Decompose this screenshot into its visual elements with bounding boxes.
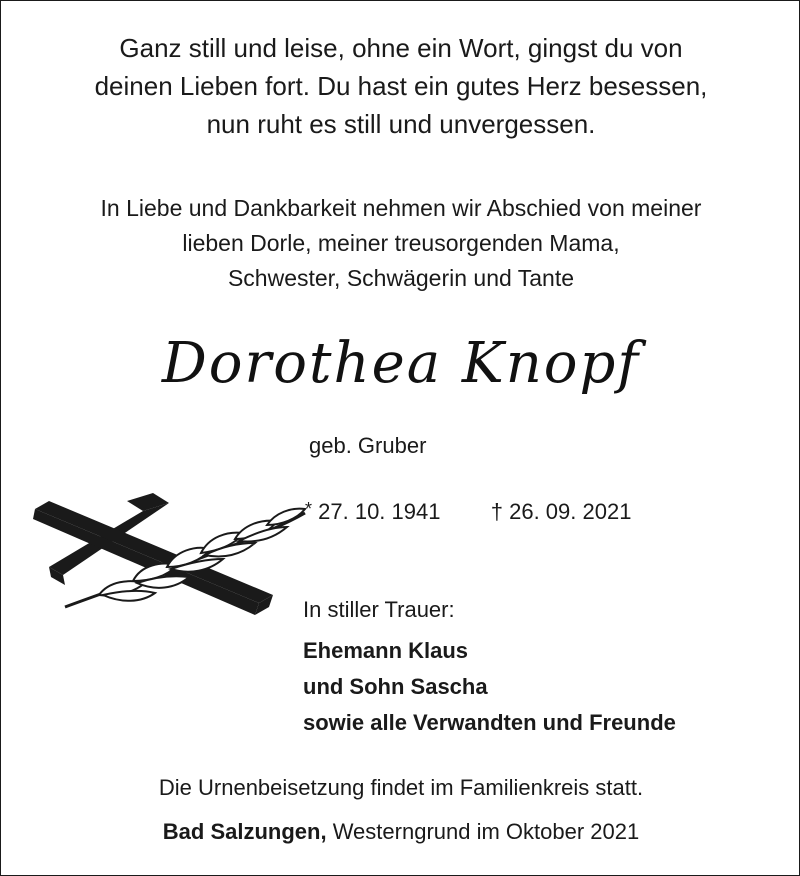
maiden-name: geb. Gruber — [309, 433, 427, 458]
cross-with-palm-branch-icon — [29, 487, 311, 621]
poem — [1, 29, 800, 143]
poem-line: deinen Lieben fort. Du hast ein gutes Herz besessen, — [94, 71, 708, 101]
place-date: Westerngrund im Oktober 2021 — [326, 819, 640, 844]
birth-date: 27. 10. 1941 — [318, 499, 441, 524]
death-date: 26. 09. 2021 — [509, 499, 632, 524]
mourner-name: und Sohn Sascha — [303, 674, 488, 699]
mourner-name: sowie alle Verwandten und Freunde — [303, 710, 676, 735]
burial-note: Die Urnenbeisetzung findet im Familienkreis statt. — [158, 775, 644, 800]
mourners-heading: In stiller Trauer: — [303, 597, 455, 622]
poem-line: nun ruht es still und unvergessen. — [206, 109, 596, 139]
intro-line: Schwester, Schwägerin und Tante — [227, 265, 575, 291]
mourners-list — [303, 633, 676, 741]
intro-line: lieben Dorle, meiner treusorgenden Mama, — [182, 230, 620, 256]
intro-text — [1, 191, 800, 296]
poem-line: Ganz still und leise, ohne ein Wort, gingst du von — [119, 33, 683, 63]
dates-row — [305, 499, 631, 525]
place-date-line — [1, 819, 800, 845]
place-name: Bad Salzungen, — [162, 819, 327, 844]
birth-symbol: * — [305, 499, 313, 519]
death-symbol: † — [490, 499, 503, 524]
mourner-name: Ehemann Klaus — [303, 638, 469, 663]
deceased-name: Dorothea Knopf — [161, 331, 641, 396]
intro-line: In Liebe und Dankbarkeit nehmen wir Abschied von meiner — [100, 195, 702, 221]
